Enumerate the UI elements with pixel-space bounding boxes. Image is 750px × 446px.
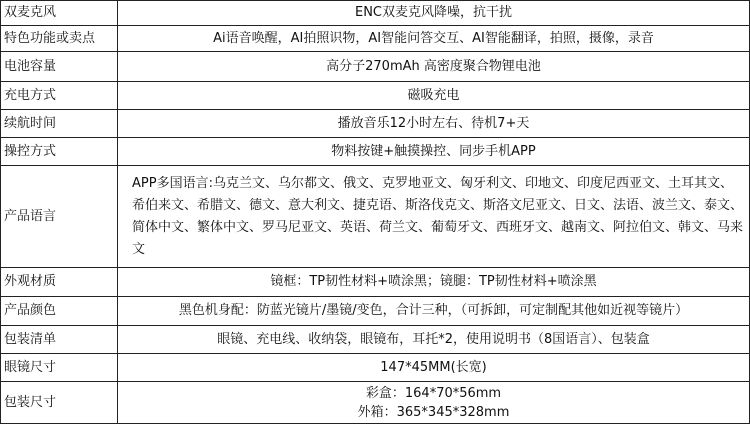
table-row (1, 297, 750, 326)
table-row (1, 52, 750, 82)
table-row (1, 110, 750, 138)
row-value-control: 物料按键+触摸操控、同步手机APP (118, 138, 750, 166)
row-value-language: APP多国语言:乌克兰文、乌尔都文、俄文、克罗地亚文、匈牙利文、印地文、印度尼西亚文、土耳其文、希伯来文、希腊文、德文、意大利文、捷克语、斯洛伐克文、斯洛文尼亚文、日文、法语、波兰文、泰文、简体中文、繁体中文、罗马尼亚文、英语、荷兰文、葡萄牙文、西班牙文、越南文、阿拉伯文、韩文、马来文 (118, 166, 750, 268)
table-row (1, 138, 750, 166)
row-label-color: 产品颜色 (1, 297, 118, 326)
row-label-glasses-size: 眼镜尺寸 (1, 354, 118, 382)
row-label-control: 操控方式 (1, 138, 118, 166)
row-label-features: 特色功能或卖点 (1, 26, 118, 52)
row-value-features: Ai语音唤醒，AI拍照识物，AI智能问答交互、AI智能翻译，拍照，摄像，录音 (118, 26, 750, 52)
package-size-carton: 外箱：365*345*328mm (357, 404, 510, 420)
table-row (1, 166, 750, 268)
table-row (1, 326, 750, 354)
row-value-package-size (118, 382, 750, 424)
row-value-battery: 高分子270mAh 高密度聚合物锂电池 (118, 52, 750, 82)
row-value-glasses-size: 147*45MM(长宽) (118, 354, 750, 382)
table-row (1, 26, 750, 52)
table-row (1, 268, 750, 297)
row-value-endurance: 播放音乐12小时左右、待机7+天 (118, 110, 750, 138)
row-label-charging: 充电方式 (1, 82, 118, 110)
package-size-colorbox: 彩盒：164*70*56mm (365, 385, 502, 401)
row-label-package-size: 包装尺寸 (1, 382, 118, 424)
row-label-endurance: 续航时间 (1, 110, 118, 138)
row-value-color: 黑色机身配：防蓝光镜片/墨镜/变色，合计三种，（可拆卸，可定制配其他如近视等镜片） (118, 297, 750, 326)
table-row (1, 82, 750, 110)
row-value-dual-mic: ENC双麦克风降噪，抗干扰 (118, 1, 750, 26)
row-value-charging: 磁吸充电 (118, 82, 750, 110)
table-row (1, 1, 750, 26)
row-value-package-list: 眼镜、充电线、收纳袋，眼镜布，耳托*2，使用说明书（8国语言）、包装盒 (118, 326, 750, 354)
row-label-material: 外观材质 (1, 268, 118, 297)
row-label-dual-mic: 双麦克风 (1, 1, 118, 26)
row-label-battery: 电池容量 (1, 52, 118, 82)
table-row (1, 382, 750, 424)
row-value-material: 镜框：TP韧性材料+喷涂黑；镜腿：TP韧性材料+喷涂黑 (118, 268, 750, 297)
row-label-language: 产品语言 (1, 166, 118, 268)
table-row (1, 354, 750, 382)
row-label-package-list: 包装清单 (1, 326, 118, 354)
